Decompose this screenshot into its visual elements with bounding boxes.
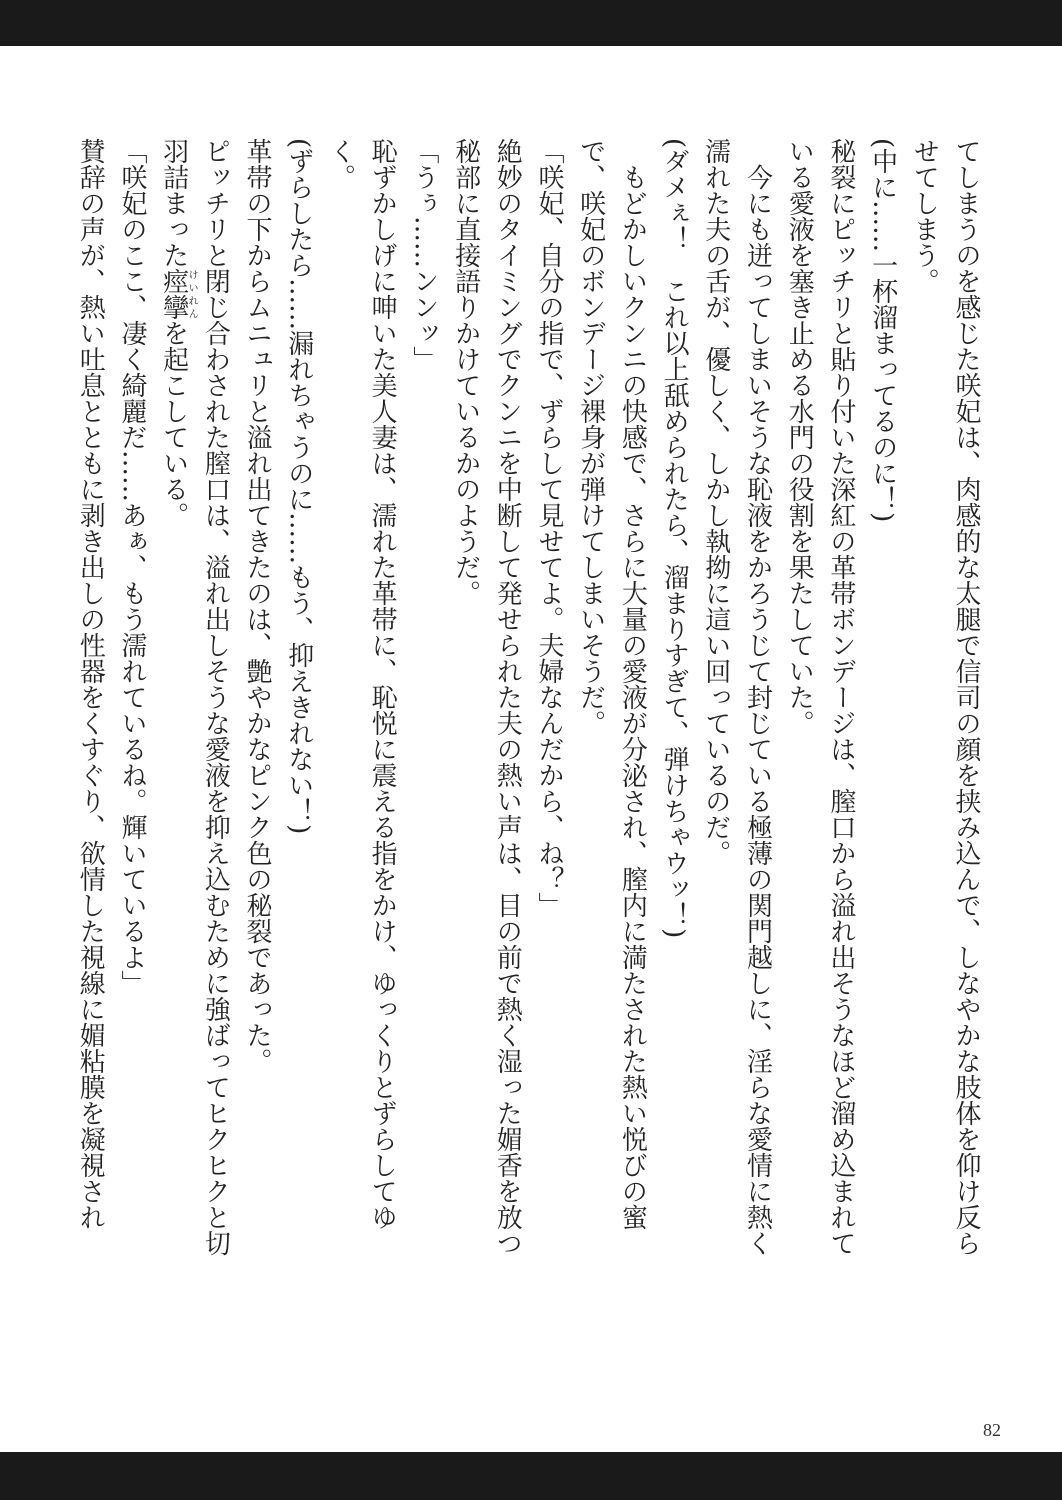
paragraph-with-ruby xyxy=(152,138,235,1268)
paragraph: もどかしいクンニの快感で、さらに大量の愛液が分泌され、膣内に満たされた熱い悦びの蜜で、咲妃のボンデージ裸身が弾けてしまいそうだ。 xyxy=(575,138,648,1230)
text-span: を起こしている。 xyxy=(158,320,189,528)
paragraph: てしまうのを感じた咲妃は、肉感的な太腿で信司の顔を挟み込んで、しなやかな肢体を仰け反らせてしまう。 xyxy=(909,138,981,1256)
paragraph: 「うぅ……ンンッ」 xyxy=(408,138,439,372)
ruby-base: 痙攣 xyxy=(158,268,189,320)
text-span: ピッチリと閉じ合わされた膣口は、溢れ出しそうな愛液を抑え込むために強ばってヒクヒクと切羽詰まった xyxy=(158,138,231,1256)
paragraph: (中に……一杯溜まってるのに！) xyxy=(867,138,898,523)
paragraph: 今にも迸ってしまいそうな恥液をかろうじて封じている極薄の関門越しに、淫らな愛情に熱く濡れた夫の舌が、優しく、しかし執拗に這い回っているのだ。 xyxy=(700,138,773,1256)
paragraph: 恥ずかしげに呻いた美人妻は、濡れた革帯に、恥悦に震える指をかけ、ゆっくりとずらしてゆく。 xyxy=(325,138,398,1230)
ruby-word xyxy=(158,268,198,320)
paragraph: 絶妙のタイミングでクンニを中断して発せられた夫の熱い声は、目の前で熱く湿った媚香を放つ秘部に直接語りかけているかのようだ。 xyxy=(450,138,523,1256)
bottom-bar xyxy=(0,1452,1062,1500)
top-bar xyxy=(0,0,1062,46)
paragraph: (ダメぇ！ これ以上舐められたら、溜まりすぎて、弾けちゃウッ！) xyxy=(659,138,690,939)
paragraph: (ずらしたら……漏れちゃうのに……もう、抑えきれない！) xyxy=(283,138,314,835)
paragraph: 「咲妃、自分の指で、ずらして見せてよ。夫婦なんだから、ね？」 xyxy=(533,138,564,918)
paragraph: 革帯の下からムニュリと溢れ出てきたのは、艶やかなピンク色の秘裂であった。 xyxy=(242,138,273,1074)
paragraph: 「咲妃のここ、凄く綺麗だ……あぁ、もう濡れているね。輝いているよ」 xyxy=(116,138,147,996)
ruby-reading: けいれん xyxy=(186,268,198,320)
paragraph: 秘裂にピッチリと貼り付いた深紅の革帯ボンデージは、膣口から溢れ出そうなほど溜め込まれている愛液を塞き止める水門の役割を果たしていた。 xyxy=(784,138,856,1256)
paragraph: 賛辞の声が、熱い吐息とともに剥き出しの性器をくすぐり、欲情した視線に媚粘膜を凝視され xyxy=(75,138,106,1230)
body-text xyxy=(75,138,986,1268)
page-number: 82 xyxy=(983,1420,1001,1440)
